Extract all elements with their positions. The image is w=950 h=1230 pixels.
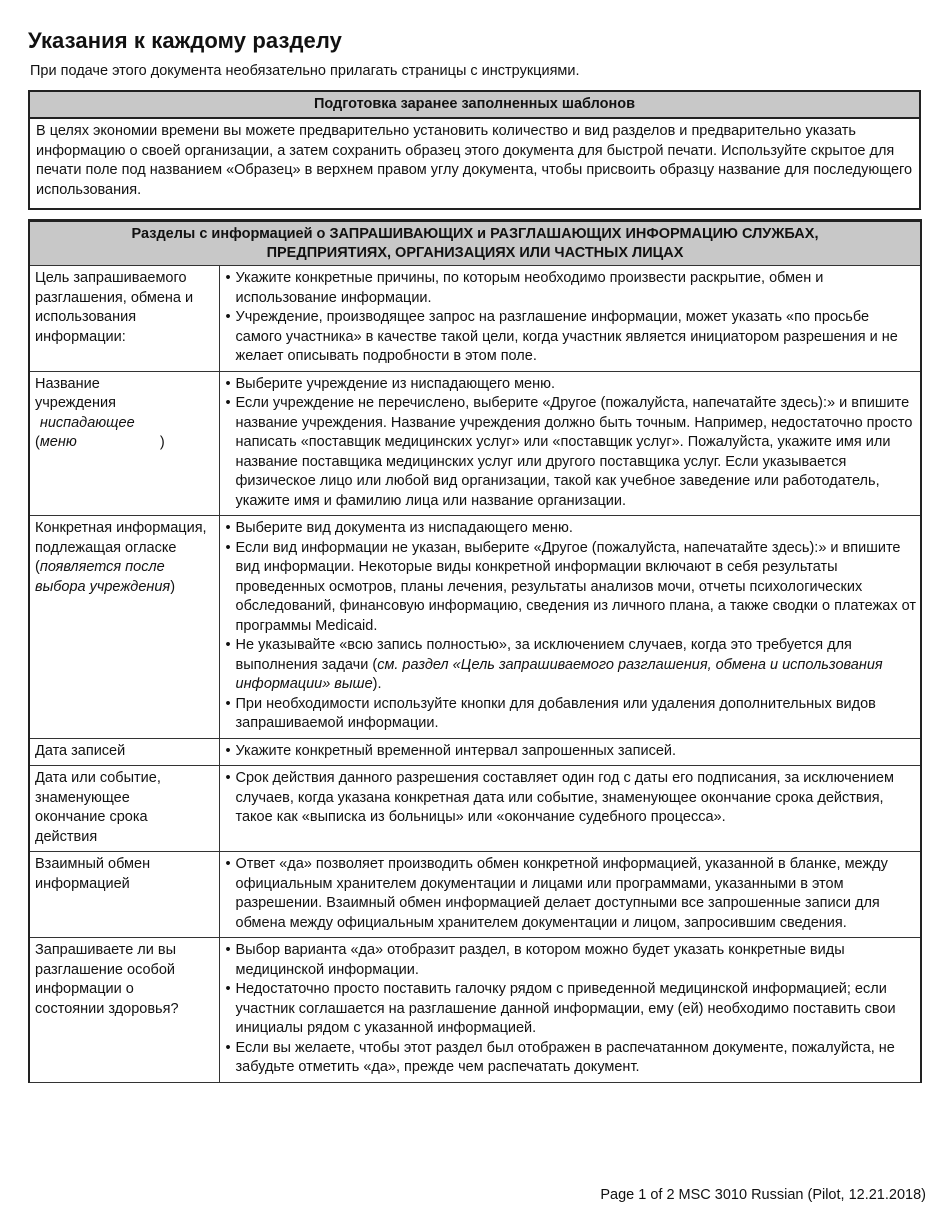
row-content xyxy=(219,266,921,372)
row-label-note: ниспадающее меню xyxy=(39,414,135,450)
sections-header xyxy=(29,221,921,266)
bullet-item: • Выберите учреждение из ниспадающего меню. xyxy=(224,375,917,395)
sections-header-row xyxy=(29,221,921,266)
row-label-text: Дата или событие, знаменующее окончание срока действия xyxy=(35,770,161,845)
templates-header: Подготовка заранее заполненных шаблонов xyxy=(30,92,919,119)
table-row xyxy=(29,852,921,938)
table-row xyxy=(29,516,921,739)
sections-header-line1: Разделы с информацией о ЗАПРАШИВАЮЩИХ и РАЗГЛАШАЮЩИХ ИНФОРМАЦИЮ СЛУЖБАХ, xyxy=(131,226,819,242)
bullet-item: • Выбор варианта «да» отобразит раздел, в котором можно будет указать конкретные виды медицинской информации. xyxy=(224,941,917,980)
row-label xyxy=(29,938,219,1083)
row-label: Название учреждения (ниспадающее меню ) xyxy=(29,371,219,516)
bullet-item: • Учреждение, производящее запрос на разглашение информации, может указать «по просьбе самого участника» в качестве такой цели, когда участник является инициатором разрешения и не желает описывать подробности в этом поле. xyxy=(224,308,917,367)
table-row xyxy=(29,766,921,852)
row-label-text: Конкретная информация, подлежащая огласке xyxy=(35,520,207,556)
sections-table xyxy=(28,219,922,1083)
bullet-item: • Если вид информации не указан, выберите «Другое (пожалуйста, напечатайте здесь):» и впишите вид информации. Некоторые виды конкретной информации включают в себя результаты проведенных осмотров, планы лечения, результаты анализов мочи, отчеты психологических обследований, финансовую информацию, сведения из личного плана, а также сводки о платежах от программы Medicaid. xyxy=(224,539,917,637)
table-row xyxy=(29,938,921,1083)
templates-body xyxy=(30,119,919,208)
row-content xyxy=(219,938,921,1083)
bullet-item: • Если учреждение не перечислено, выберите «Другое (пожалуйста, напечатайте здесь):» и впишите название учреждения. Название учреждения должно быть точным. Например, недостаточно просто написать «поставщик медицинских услуг» или «поставщик услуг». Пожалуйста, укажите имя или название поставщика медицинских услуг или другого поставщика услуг. Если указывается физическое лицо или любой вид организации, такой как учебное заведение или работодатель, укажите имя и фамилию лица или название организации. xyxy=(224,394,917,511)
row-label: Дата записей xyxy=(29,738,219,766)
row-label xyxy=(29,852,219,938)
bullet-item: • Укажите конкретные причины, по которым необходимо произвести раскрытие, обмен и использование информации. xyxy=(224,269,917,308)
bullet-item: • Срок действия данного разрешения составляет один год с даты его подписания, за исключением случаев, когда указана конкретная дата или событие, знаменующее окончание срока действия, такое как «выписка из больницы» или «окончание судебного процесса». xyxy=(224,769,917,828)
page-footer: Page 1 of 2 MSC 3010 Russian (Pilot, 12.21.2018) xyxy=(600,1187,926,1203)
bullet-end: ). xyxy=(372,676,382,692)
bullet-item: • При необходимости используйте кнопки для добавления или удаления дополнительных видов запрашиваемой информации. xyxy=(224,695,917,734)
bullet-item: • Укажите конкретный временной интервал запрошенных записей. xyxy=(224,742,917,762)
templates-text: В целях экономии времени вы можете предварительно установить количество и вид разделов и предварительно указать информацию о своей организации, а затем сохранить образец этого документа для быстрой печати. Используйте скрытое для печати поле под названием «Образец» в верхнем правом углу документа, чтобы присвоить образцу название для последующего использования. xyxy=(36,123,913,198)
bullet-item: • Выберите вид документа из ниспадающего меню. xyxy=(224,519,917,539)
row-label-note: появляется после выбора учреждения xyxy=(35,559,171,595)
row-content xyxy=(219,371,921,516)
sections-header-line2: ПРЕДПРИЯТИЯХ, ОРГАНИЗАЦИЯХ ИЛИ ЧАСТНЫХ ЛИЦАХ xyxy=(266,245,684,261)
row-content xyxy=(219,516,921,739)
table-row xyxy=(29,266,921,372)
row-content xyxy=(219,766,921,852)
bullet-item: • Недостаточно просто поставить галочку рядом с приведенной медицинской информацией; если участник соглашается на разглашение данной информации, ему (ей) необходимо поставить свои инициалы рядом с указанной информацией. xyxy=(224,980,917,1039)
table-row xyxy=(29,738,921,766)
row-label-text: Взаимный обмен информацией xyxy=(35,856,151,892)
bullet-text: Не указывайте «всю запись полностью», за исключением случаев, когда это требуется для выполнения задачи ( xyxy=(235,637,852,673)
row-label: Цель запрашиваемого разглашения, обмена и использования информации: xyxy=(29,266,219,372)
row-label-text: Название учреждения xyxy=(35,375,116,411)
bullet-item: • Ответ «да» позволяет производить обмен конкретной информацией, указанной в бланке, между официальным хранителем документации и лицами или программами, указанными в этом разрешении. Взаимный обмен информацией делает доступными все запрошенные записи для обмена между официальным хранителем документации и лицом, запросившим сведения. xyxy=(224,855,917,933)
page-subtitle: При подаче этого документа необязательно прилагать страницы с инструкциями. xyxy=(30,63,580,79)
bullet-italic: см. раздел «Цель запрашиваемого разглашения, обмена и использования информации» выше xyxy=(235,656,883,692)
templates-box xyxy=(28,90,921,210)
row-content xyxy=(219,738,921,766)
table-row xyxy=(29,371,921,516)
page-title: Указания к каждому разделу xyxy=(28,28,343,53)
bullet-item: • Если вы желаете, чтобы этот раздел был отображен в распечатанном документе, пожалуйста, не забудьте отметить «да», прежде чем распечатать документ. xyxy=(224,1039,917,1078)
bullet-item xyxy=(224,636,917,695)
row-content xyxy=(219,852,921,938)
row-label: Конкретная информация, подлежащая огласке (появляется после выбора учреждения) xyxy=(29,516,219,739)
row-label-text: Запрашиваете ли вы разглашение особой информации о состоянии здоровья? xyxy=(35,942,179,1017)
row-label xyxy=(29,766,219,852)
